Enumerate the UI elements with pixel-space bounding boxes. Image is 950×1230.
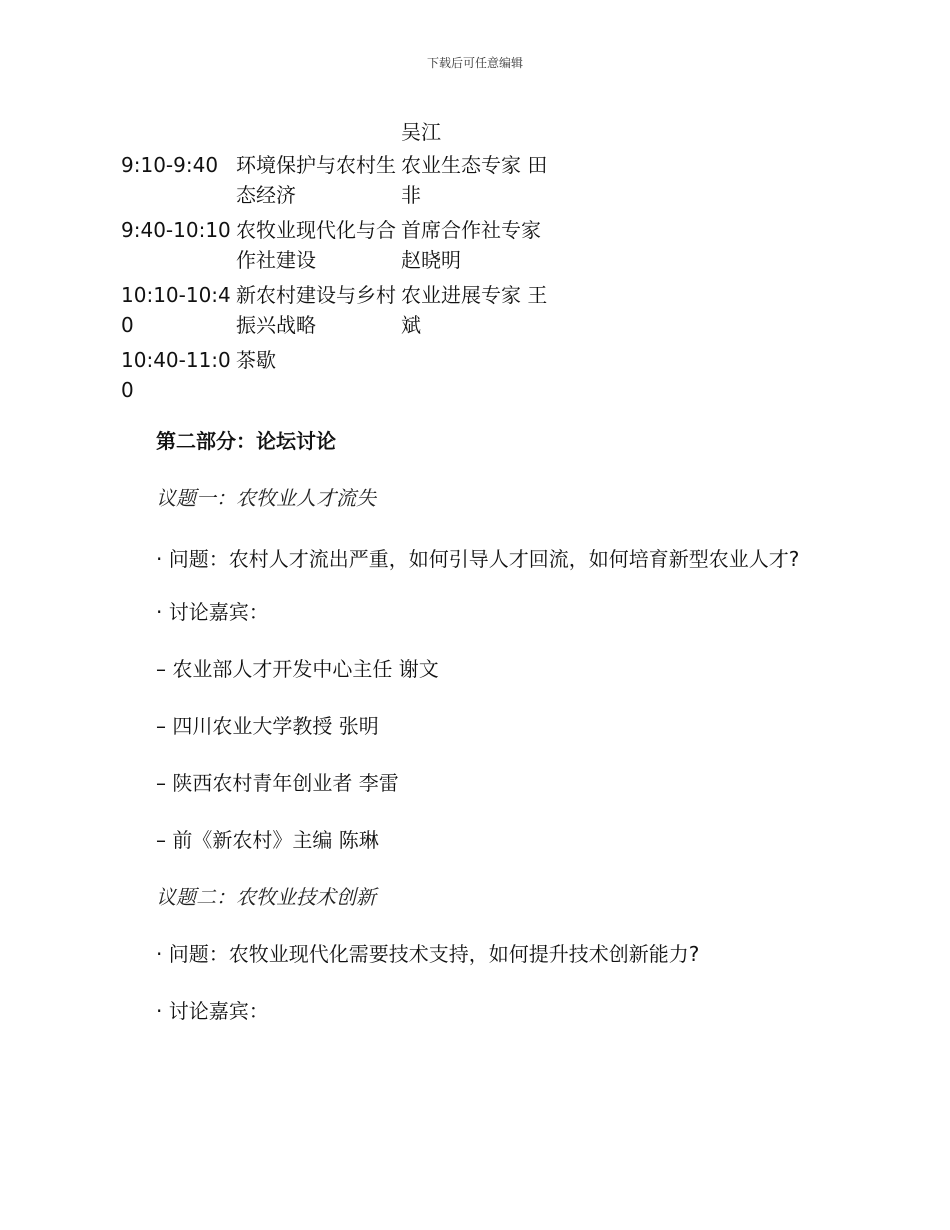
schedule-time — [121, 117, 236, 147]
topic-question: · 问题：农牧业现代化需要技术支持，如何提升技术创新能力? — [156, 942, 700, 966]
schedule-topic: 茶歇 — [236, 348, 276, 372]
guest-item: – 前《新农村》主编 陈琳 — [156, 828, 379, 852]
schedule-speaker: 吴江 — [401, 120, 441, 144]
schedule-row — [121, 117, 581, 147]
topic-title: 议题二：农牧业技术创新 — [156, 885, 376, 909]
schedule-topic: 新农村建设与乡村振兴战略 — [236, 283, 396, 337]
schedule-row — [121, 150, 581, 210]
section-title: 第二部分：论坛讨论 — [156, 429, 336, 453]
schedule-time: 10:10-10:40 — [121, 283, 231, 337]
schedule-table — [121, 117, 581, 410]
topic-title: 议题一：农牧业人才流失 — [156, 486, 376, 510]
schedule-speaker: 首席合作社专家 赵晓明 — [401, 218, 541, 272]
forum-section — [112, 422, 832, 1049]
schedule-speaker: 农业进展专家 王斌 — [401, 283, 548, 337]
schedule-row — [121, 215, 581, 275]
guests-label: · 讨论嘉宾： — [156, 600, 269, 624]
schedule-topic: 环境保护与农村生态经济 — [236, 153, 396, 207]
topic-question: · 问题：农村人才流出严重，如何引导人才回流，如何培育新型农业人才? — [156, 547, 800, 571]
guest-item: – 陕西农村青年创业者 李雷 — [156, 771, 399, 795]
guest-item: – 四川农业大学教授 张明 — [156, 714, 379, 738]
schedule-row — [121, 345, 581, 405]
schedule-row — [121, 280, 581, 340]
guests-label: · 讨论嘉宾： — [156, 999, 269, 1023]
schedule-speaker — [401, 345, 561, 405]
schedule-speaker: 农业生态专家 田非 — [401, 153, 548, 207]
schedule-time: 9:10-9:40 — [121, 153, 219, 177]
schedule-time: 10:40-11:00 — [121, 348, 231, 402]
schedule-topic: 农牧业现代化与合作社建设 — [236, 218, 396, 272]
page-header: 下载后可任意编辑 — [426, 56, 523, 70]
schedule-topic — [236, 117, 401, 147]
guest-item: – 农业部人才开发中心主任 谢文 — [156, 657, 439, 681]
schedule-time: 9:40-10:10 — [121, 218, 231, 242]
